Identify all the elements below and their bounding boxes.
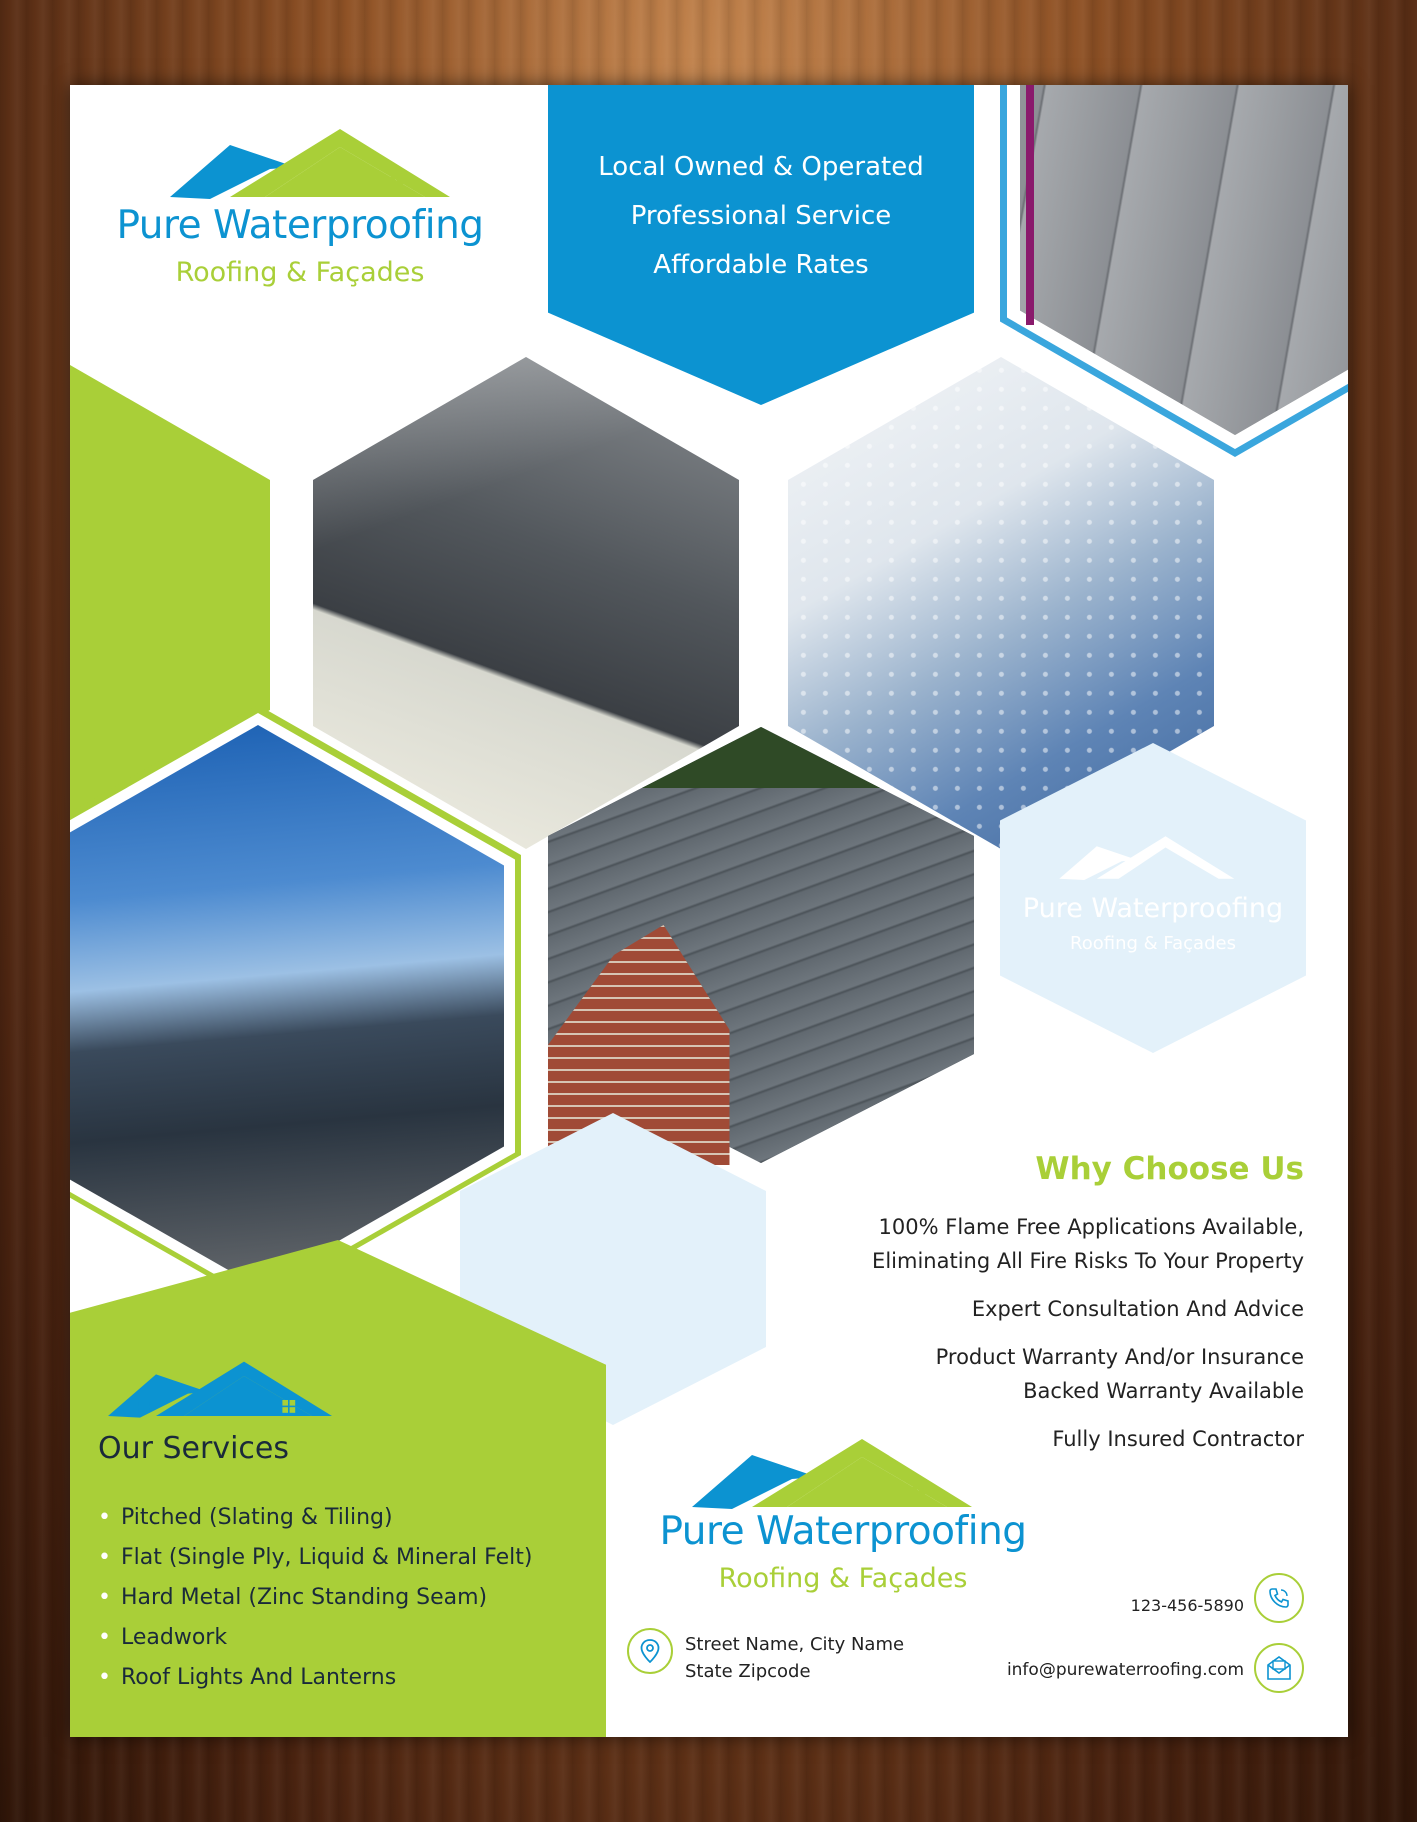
house-logo-icon [170,127,470,207]
phone-number[interactable]: 123-456-5890 [1130,1596,1244,1615]
house-logo-icon [692,1437,992,1517]
watermark-tagline: Roofing & Façades [1070,933,1236,954]
why-item-line: 100% Flame Free Applications Available, [878,1215,1304,1239]
services-logo-icon [98,1360,358,1424]
services-title: Our Services [98,1431,290,1466]
accent-strip [1026,85,1034,325]
metal-roof-photo [1020,85,1348,435]
why-item-line: Fully Insured Contractor [1052,1427,1304,1451]
why-item [744,1210,1304,1278]
location-pin-icon [627,1628,673,1674]
why-item [744,1292,1304,1326]
footer-brand-name: Pure Waterproofing [659,1509,1027,1554]
address-line: Street Name, City Name [685,1634,905,1655]
footer-brand-tagline: Roofing & Façades [718,1563,968,1594]
watermark-logo-icon [1048,835,1258,885]
highlight-item: Local Owned & Operated [598,152,924,182]
highlight-item: Professional Service [630,201,892,231]
watermark-name: Pure Waterproofing [1022,893,1284,924]
address [685,1631,904,1685]
service-item: • Flat (Single Ply, Liquid & Mineral Felt) [98,1545,533,1570]
mail-icon[interactable] [1254,1643,1304,1693]
flyer [70,85,1348,1737]
service-item-label: Leadwork [120,1625,228,1650]
why-item-line: Product Warranty And/or Insurance [935,1345,1304,1369]
service-item: • Hard Metal (Zinc Standing Seam) [98,1585,488,1610]
highlights-list [548,143,974,290]
service-item: • Leadwork [98,1625,228,1650]
why-list [744,1210,1304,1456]
service-item-label: Flat (Single Ply, Liquid & Mineral Felt) [120,1545,533,1570]
highlight-item: Affordable Rates [653,250,869,280]
why-item-line: Backed Warranty Available [1023,1379,1304,1403]
service-item-label: Hard Metal (Zinc Standing Seam) [120,1585,488,1610]
why-item [744,1340,1304,1408]
why-item-line: Expert Consultation And Advice [971,1297,1304,1321]
phone-icon[interactable] [1254,1573,1304,1623]
address-line: State Zipcode [685,1661,811,1682]
service-item-label: Pitched (Slating & Tiling) [120,1505,393,1530]
email-address[interactable]: info@purewaterroofing.com [1006,1660,1244,1680]
why-item-line: Eliminating All Fire Risks To Your Property [872,1249,1304,1273]
why-title: Why Choose Us [1035,1151,1304,1187]
service-item: • Pitched (Slating & Tiling) [98,1505,393,1530]
brand-name: Pure Waterproofing [116,203,484,248]
services-list [98,1498,532,1698]
service-item-label: Roof Lights And Lanterns [120,1665,397,1690]
service-item: • Roof Lights And Lanterns [98,1665,397,1690]
brand-tagline: Roofing & Façades [175,257,425,288]
